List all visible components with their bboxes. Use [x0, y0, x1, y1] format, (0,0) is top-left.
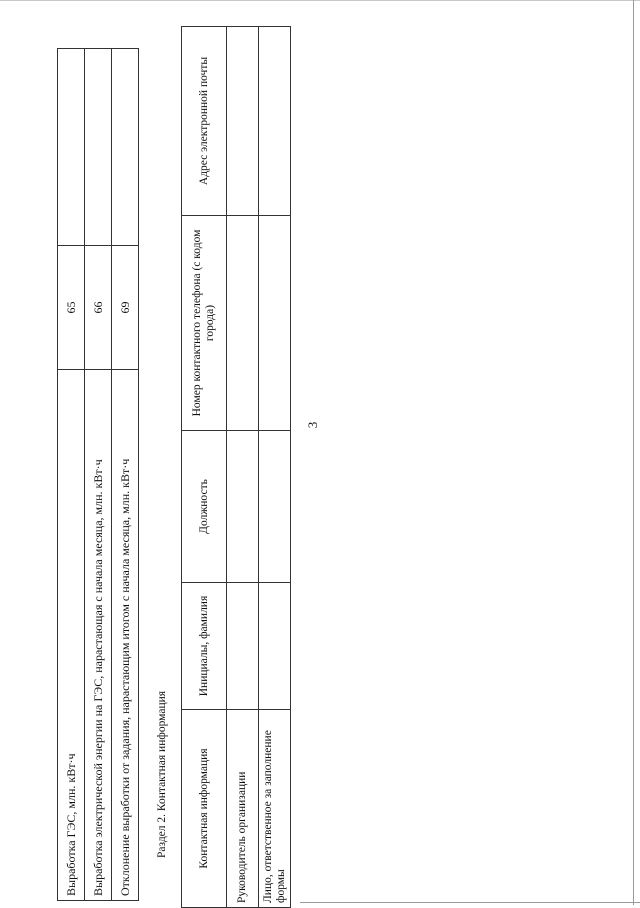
page-edge-right: [633, 0, 634, 905]
table-row: [112, 49, 139, 901]
cell: [259, 27, 291, 216]
table-row: [227, 27, 259, 908]
value-cell: [58, 49, 85, 246]
section-heading: Раздел 2. Контактная информация: [156, 690, 168, 858]
page-edge-bottom: [300, 902, 640, 903]
page-edge-top: [0, 0, 640, 1]
column-header: Инициалы, фамилия: [182, 583, 227, 710]
column-header: Контактная информация: [182, 710, 227, 908]
row-label: Лицо, ответственное за заполнение формы: [259, 710, 291, 908]
row-code: 65: [58, 246, 85, 370]
column-header: Номер контактного телефона (с кодом города): [182, 216, 227, 431]
row-label: Выработка электрической энергии на ГЭС, нарастающая с начала месяца, млн. кВт·ч: [85, 370, 112, 901]
production-table: [57, 48, 139, 901]
table-row: [259, 27, 291, 908]
cell: [227, 216, 259, 431]
contacts-table: [181, 26, 291, 908]
production-table-frame: [57, 48, 139, 901]
value-cell: [112, 49, 139, 246]
cell: [227, 583, 259, 710]
row-label: Выработка ГЭС, млн. кВт·ч: [58, 370, 85, 901]
table-row: [58, 49, 85, 901]
column-header: Должность: [182, 431, 227, 583]
row-label: Руководитель организации: [227, 710, 259, 908]
value-cell: [85, 49, 112, 246]
cell: [259, 216, 291, 431]
cell: [259, 431, 291, 583]
table-row: [85, 49, 112, 901]
cell: [227, 27, 259, 216]
row-code: 66: [85, 246, 112, 370]
column-header: Адрес электронной почты: [182, 27, 227, 216]
table-header-row: [182, 27, 227, 908]
contacts-table-frame: [181, 26, 291, 908]
cell: [227, 431, 259, 583]
row-code: 69: [112, 246, 139, 370]
row-label: Отклонение выработки от задания, нарастающим итогом с начала месяца, млн. кВт·ч: [112, 370, 139, 901]
page-number: 3: [305, 421, 320, 429]
cell: [259, 583, 291, 710]
